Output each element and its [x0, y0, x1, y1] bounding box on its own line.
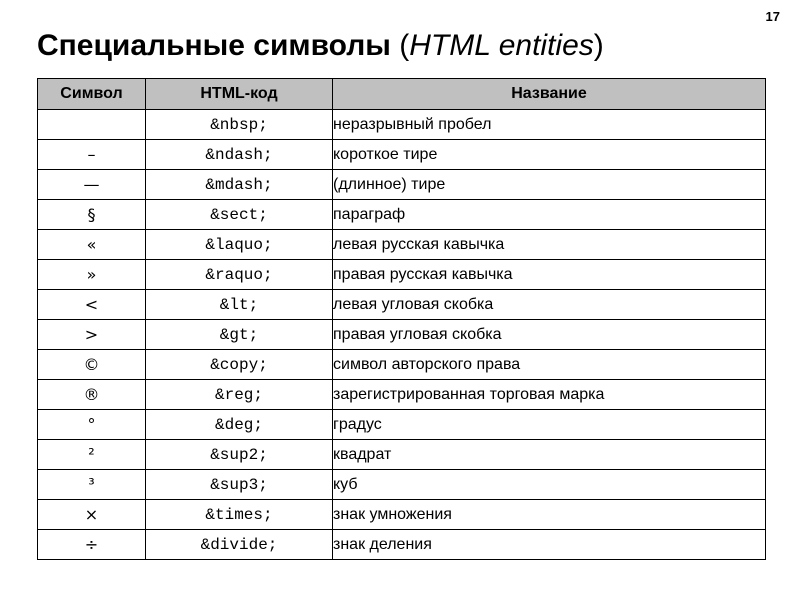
table-row	[38, 350, 766, 380]
header-name: Название	[333, 79, 766, 110]
symbol-cell	[38, 110, 146, 140]
symbol-cell: »	[38, 260, 146, 290]
symbol-cell: ×	[38, 500, 146, 530]
table-row	[38, 230, 766, 260]
code-cell: &sect;	[146, 200, 333, 230]
code-cell: &sup2;	[146, 440, 333, 470]
symbol-cell: ®	[38, 380, 146, 410]
code-cell: &ndash;	[146, 140, 333, 170]
name-cell: зарегистрированная торговая марка	[333, 380, 766, 410]
name-cell: левая русская кавычка	[333, 230, 766, 260]
table-row	[38, 500, 766, 530]
code-cell: &copy;	[146, 350, 333, 380]
table-row	[38, 260, 766, 290]
code-cell: &lt;	[146, 290, 333, 320]
title-italic: HTML entities	[409, 29, 594, 62]
code-cell: &mdash;	[146, 170, 333, 200]
name-cell: квадрат	[333, 440, 766, 470]
name-cell: куб	[333, 470, 766, 500]
symbol-cell: °	[38, 410, 146, 440]
table-row	[38, 440, 766, 470]
header-symbol: Символ	[38, 79, 146, 110]
title-paren-open: (	[399, 29, 410, 62]
entities-table	[37, 78, 766, 560]
header-html-code: HTML-код	[146, 79, 333, 110]
name-cell: правая русская кавычка	[333, 260, 766, 290]
page-number: 17	[765, 9, 780, 24]
table-row	[38, 470, 766, 500]
symbol-cell: ²	[38, 440, 146, 470]
code-cell: &deg;	[146, 410, 333, 440]
symbol-cell: >	[38, 320, 146, 350]
name-cell: короткое тире	[333, 140, 766, 170]
symbol-cell: ÷	[38, 530, 146, 560]
table-row	[38, 380, 766, 410]
symbol-cell: <	[38, 290, 146, 320]
code-cell: &reg;	[146, 380, 333, 410]
table-row	[38, 110, 766, 140]
name-cell: левая угловая скобка	[333, 290, 766, 320]
code-cell: &raquo;	[146, 260, 333, 290]
code-cell: &laquo;	[146, 230, 333, 260]
name-cell: правая угловая скобка	[333, 320, 766, 350]
name-cell: неразрывный пробел	[333, 110, 766, 140]
name-cell: знак умножения	[333, 500, 766, 530]
title-paren-close: )	[593, 29, 604, 62]
name-cell: символ авторского права	[333, 350, 766, 380]
code-cell: &nbsp;	[146, 110, 333, 140]
code-cell: &times;	[146, 500, 333, 530]
symbol-cell: –	[38, 140, 146, 170]
name-cell: градус	[333, 410, 766, 440]
symbol-cell: —	[38, 170, 146, 200]
name-cell: знак деления	[333, 530, 766, 560]
symbol-cell: §	[38, 200, 146, 230]
table-row	[38, 410, 766, 440]
title-main: Специальные символы	[37, 29, 391, 62]
name-cell: (длинное) тире	[333, 170, 766, 200]
symbol-cell: ©	[38, 350, 146, 380]
symbol-cell: ³	[38, 470, 146, 500]
table-header-row	[38, 79, 766, 110]
table-row	[38, 290, 766, 320]
code-cell: &sup3;	[146, 470, 333, 500]
table-row	[38, 530, 766, 560]
table-row	[38, 200, 766, 230]
code-cell: &divide;	[146, 530, 333, 560]
table-row	[38, 140, 766, 170]
name-cell: параграф	[333, 200, 766, 230]
symbol-cell: «	[38, 230, 146, 260]
table-body	[38, 110, 766, 560]
table-row	[38, 170, 766, 200]
table-row	[38, 320, 766, 350]
code-cell: &gt;	[146, 320, 333, 350]
page-title	[37, 26, 604, 66]
